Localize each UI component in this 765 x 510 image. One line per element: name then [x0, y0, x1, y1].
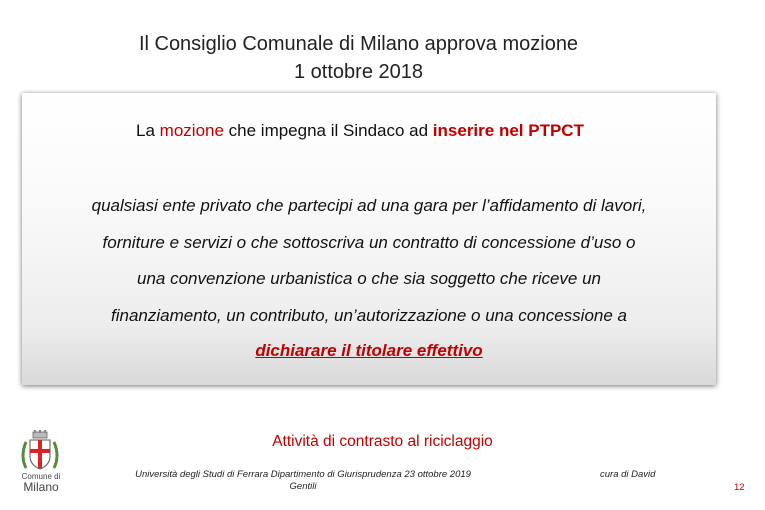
slide-title [0, 30, 717, 86]
footer-institution-line2: Gentili [289, 481, 317, 492]
heading-mozione: mozione [159, 121, 224, 140]
heading-ptpct: inserire nel PTPCT [432, 121, 584, 140]
logo-caption-line2: Milano [23, 480, 59, 494]
footer-institution-line1: Università degli Studi di Ferrara Dipartimento di Giurisprudenza 23 ottobre 2019 [135, 469, 471, 480]
motion-body [22, 188, 716, 334]
logo-caption-line1: Comune di [21, 472, 61, 481]
section-subtitle: Attività di contrasto al riciclaggio [272, 433, 493, 450]
body-line: qualsiasi ente privato che partecipi ad una gara per l’affidamento di lavori, [91, 196, 647, 215]
slide-title-line2: 1 ottobre 2018 [294, 61, 423, 83]
logo-caption [17, 472, 65, 494]
motion-conclusion: dichiarare il titolare effettivo [255, 341, 483, 360]
body-line: una convenzione urbanistica o che sia soggetto che riceve un [136, 269, 602, 288]
body-line: finanziamento, un contributo, un’autorizzazione o una concessione a [110, 305, 627, 325]
heading-part3: che impegna il Sindaco ad [223, 121, 433, 140]
body-line: forniture e servizi o che sottoscriva un contratto di concessione d’uso o [102, 232, 636, 252]
slide-title-line1: Il Consiglio Comunale di Milano approva mozione [138, 33, 579, 55]
footer-author: cura di David [600, 469, 656, 480]
footer-institution [88, 469, 518, 493]
heading-part1: La [136, 121, 160, 140]
page-number: 12 [734, 482, 745, 493]
motion-heading [0, 121, 720, 141]
